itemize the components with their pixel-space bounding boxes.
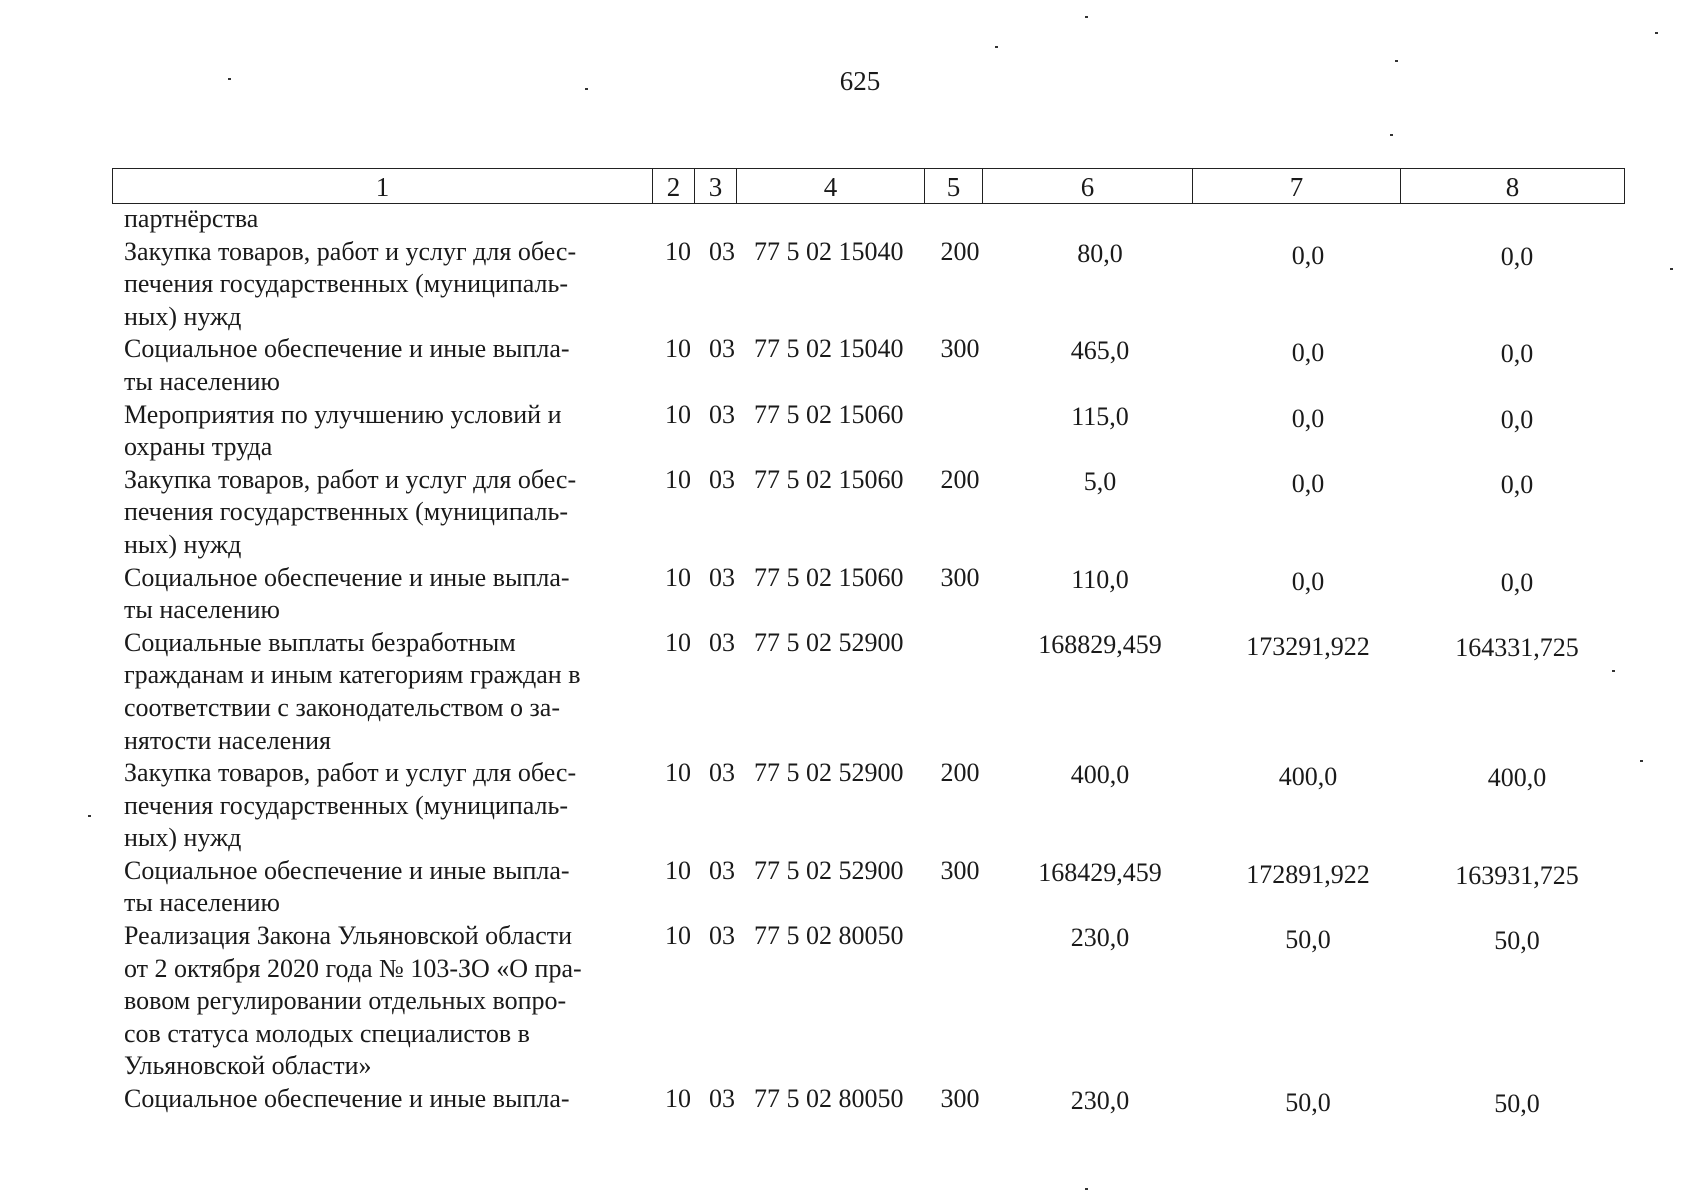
expense-type-code: 300 <box>940 562 980 592</box>
table-row <box>0 920 1708 1083</box>
scan-speck <box>1390 134 1393 136</box>
amount-col-7: 0,0 <box>1291 338 1325 368</box>
section-code: 10 <box>665 464 691 494</box>
row-name: партнёрства <box>124 204 259 233</box>
expense-type-code: 300 <box>940 1084 980 1114</box>
budget-table-body <box>0 203 1708 1119</box>
amount-col-7: 0,0 <box>1291 468 1325 498</box>
column-number-row <box>113 169 1625 204</box>
column-header-6: 6 <box>983 169 1193 204</box>
column-header-7: 7 <box>1193 169 1401 204</box>
target-article-code: 77 5 02 52900 <box>754 758 904 788</box>
expense-type-code: 200 <box>940 464 980 494</box>
expense-type-code: 300 <box>940 855 980 885</box>
amount-col-8: 0,0 <box>1500 469 1534 499</box>
amount-col-7: 0,0 <box>1291 403 1325 433</box>
column-header-4: 4 <box>737 169 925 204</box>
amount-col-6: 400,0 <box>1070 760 1130 790</box>
expense-type-code: 200 <box>940 236 980 266</box>
table-row <box>0 855 1708 920</box>
amount-col-6: 168429,459 <box>1038 857 1162 887</box>
table-row <box>0 562 1708 627</box>
expense-type-code: 200 <box>940 758 980 788</box>
row-name: Социальное обеспечение и иные выпла- ты населению <box>124 562 570 625</box>
amount-col-8: 164331,725 <box>1455 632 1579 662</box>
column-header-5: 5 <box>925 169 983 204</box>
amount-col-7: 50,0 <box>1285 925 1331 955</box>
amount-col-7: 50,0 <box>1285 1088 1331 1118</box>
subsection-code: 03 <box>709 921 735 951</box>
target-article-code: 77 5 02 80050 <box>754 921 904 951</box>
scan-speck <box>585 88 588 90</box>
target-article-code: 77 5 02 15040 <box>754 334 904 364</box>
column-header-1: 1 <box>113 169 653 204</box>
amount-col-6: 80,0 <box>1077 238 1123 268</box>
target-article-code: 77 5 02 80050 <box>754 1084 904 1114</box>
target-article-code: 77 5 02 15060 <box>754 562 904 592</box>
column-header-8: 8 <box>1401 169 1625 204</box>
row-name: Закупка товаров, работ и услуг для обес- печения государственных (муниципаль- ных) нужд <box>124 236 577 331</box>
column-header-table <box>112 168 1625 204</box>
subsection-code: 03 <box>709 464 735 494</box>
amount-col-7: 0,0 <box>1291 240 1325 270</box>
target-article-code: 77 5 02 52900 <box>754 855 904 885</box>
table-row <box>0 399 1708 464</box>
subsection-code: 03 <box>709 855 735 885</box>
section-code: 10 <box>665 236 691 266</box>
amount-col-8: 163931,725 <box>1455 860 1579 890</box>
expense-type-code: 300 <box>940 334 980 364</box>
target-article-code: 77 5 02 15060 <box>754 464 904 494</box>
target-article-code: 77 5 02 52900 <box>754 627 904 657</box>
subsection-code: 03 <box>709 399 735 429</box>
row-name: Мероприятия по улучшению условий и охраны труда <box>124 399 562 462</box>
amount-col-7: 173291,922 <box>1246 631 1370 661</box>
section-code: 10 <box>665 562 691 592</box>
section-code: 10 <box>665 855 691 885</box>
scan-speck <box>1395 60 1398 62</box>
section-code: 10 <box>665 334 691 364</box>
target-article-code: 77 5 02 15060 <box>754 399 904 429</box>
table-row <box>0 236 1708 334</box>
column-header-2: 2 <box>653 169 695 204</box>
row-name: Закупка товаров, работ и услуг для обес- печения государственных (муниципаль- ных) нужд <box>124 464 577 559</box>
scan-speck <box>1085 16 1088 18</box>
subsection-code: 03 <box>709 236 735 266</box>
subsection-code: 03 <box>709 758 735 788</box>
amount-col-8: 0,0 <box>1500 404 1534 434</box>
amount-col-6: 110,0 <box>1071 564 1129 594</box>
amount-col-8: 0,0 <box>1500 567 1534 597</box>
subsection-code: 03 <box>709 562 735 592</box>
target-article-code: 77 5 02 15040 <box>754 236 904 266</box>
row-name: Социальное обеспечение и иные выпла- <box>124 1084 570 1114</box>
subsection-code: 03 <box>709 1084 735 1114</box>
table-row <box>0 1083 1708 1119</box>
amount-col-8: 0,0 <box>1500 339 1534 369</box>
column-header-3: 3 <box>695 169 737 204</box>
amount-col-8: 0,0 <box>1500 241 1534 271</box>
amount-col-6: 230,0 <box>1070 1086 1130 1116</box>
scan-speck <box>995 46 998 48</box>
page-number: 625 <box>839 66 881 96</box>
section-code: 10 <box>665 399 691 429</box>
row-name: Социальное обеспечение и иные выпла- ты населению <box>124 334 570 396</box>
row-name: Закупка товаров, работ и услуг для обес- печения государственных (муниципаль- ных) нужд <box>124 758 577 853</box>
scan-speck <box>228 78 231 80</box>
amount-col-6: 465,0 <box>1070 336 1130 366</box>
section-code: 10 <box>665 758 691 788</box>
row-name: Социальные выплаты безработным гражданам и иным категориям граждан в соответствии с законодательством о за- нятости населения <box>124 627 581 755</box>
row-name: Социальное обеспечение и иные выпла- ты населению <box>124 855 570 918</box>
table-row <box>0 464 1708 562</box>
amount-col-6: 115,0 <box>1071 401 1129 431</box>
amount-col-7: 400,0 <box>1278 762 1338 792</box>
amount-col-8: 50,0 <box>1494 926 1540 956</box>
scan-speck <box>1085 1188 1088 1190</box>
table-row <box>0 203 1708 236</box>
section-code: 10 <box>665 1084 691 1114</box>
table-row <box>0 333 1708 398</box>
row-name: Реализация Закона Ульяновской области от 2 октября 2020 года № 103-ЗО «О пра- вовом регулировании отдельных вопро- сов статуса молодых специалистов в Ульяновской области» <box>124 921 582 1081</box>
table-row <box>0 757 1708 855</box>
amount-col-7: 0,0 <box>1291 566 1325 596</box>
amount-col-8: 400,0 <box>1487 763 1547 793</box>
subsection-code: 03 <box>709 334 735 364</box>
scan-speck <box>1655 32 1658 34</box>
subsection-code: 03 <box>709 627 735 657</box>
amount-col-6: 168829,459 <box>1038 629 1162 659</box>
section-code: 10 <box>665 921 691 951</box>
amount-col-8: 50,0 <box>1494 1089 1540 1119</box>
amount-col-6: 230,0 <box>1070 923 1130 953</box>
section-code: 10 <box>665 627 691 657</box>
amount-col-6: 5,0 <box>1083 466 1117 496</box>
amount-col-7: 172891,922 <box>1246 859 1370 889</box>
table-row <box>0 627 1708 757</box>
